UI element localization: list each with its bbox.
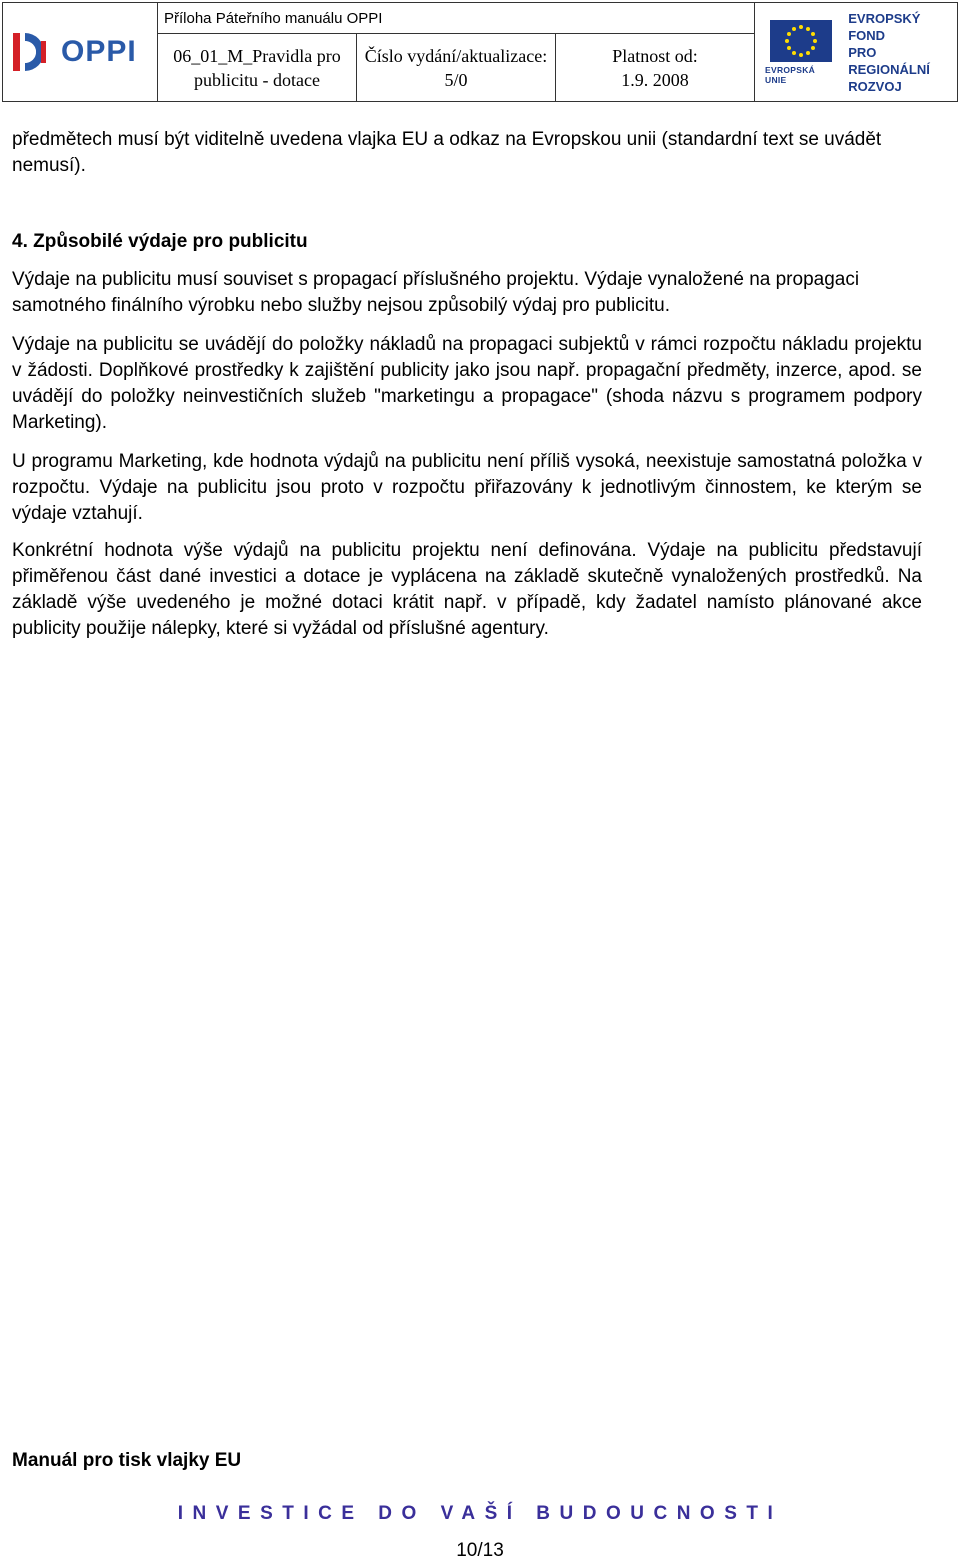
document-header xyxy=(2,2,958,102)
version-value: 5/0 xyxy=(444,69,468,90)
section-heading-4: 4. Způsobilé výdaje pro publicitu xyxy=(12,231,308,252)
version-label: Číslo vydání/aktualizace: xyxy=(364,45,548,66)
eu-logo xyxy=(755,3,957,101)
oppi-emblem-icon xyxy=(11,27,55,77)
paragraph-eligibility: Výdaje na publicitu musí souviset s propagací příslušného projektu. Výdaje vynaložené na propagaci samotného finálního výrobku nebo služby nejsou způsobilý výdaj pro publicitu. xyxy=(12,269,860,316)
eu-caption: EVROPSKÁ UNIE xyxy=(765,64,816,85)
page-number: 10/13 xyxy=(456,1540,504,1561)
paragraph-cost-value: Konkrétní hodnota výše výdajů na publicitu projektu není definována. Výdaje na publicitu představují přiměřenou část dané investici a dotace je vyplácena na základě skutečně vynaložených prostředků. Na základě výše uvedeného je možné dotaci krátit např. v případě, kdy žadatel namísto plánované akce publicity použije nálepky, které si vyžádal od příslušné agentury. xyxy=(12,540,922,639)
eu-fund-name: EVROPSKÝ FOND PRO REGIONÁLNÍ ROZVOJ xyxy=(848,10,930,94)
document-title: Příloha Páteřního manuálu OPPI xyxy=(158,3,755,34)
eu-flag-icon xyxy=(770,20,832,62)
validity-value: 1.9. 2008 xyxy=(621,69,689,90)
eu-logo-cell xyxy=(755,3,958,102)
paragraph-intro: předmětech musí být viditelně uvedena vlajka EU a odkaz na Evropskou unii (standardní text se uvádět nemusí). xyxy=(12,129,882,176)
oppi-logo xyxy=(3,3,157,101)
document-code: 06_01_M_Pravidla pro publicitu - dotace xyxy=(158,34,357,102)
oppi-logo-text: OPPI xyxy=(61,35,137,68)
oppi-logo-cell xyxy=(3,3,158,102)
version-cell xyxy=(357,34,556,102)
section-heading-flag-print: Manuál pro tisk vlajky EU xyxy=(12,1450,242,1471)
footer-motto: INVESTICE DO VAŠÍ BUDOUCNOSTI xyxy=(177,1503,783,1524)
validity-label: Platnost od: xyxy=(612,45,698,66)
validity-cell xyxy=(556,34,755,102)
paragraph-marketing-program: U programu Marketing, kde hodnota výdajů na publicitu není příliš vysoká, neexistuje samostatná položka v rozpočtu. Výdaje na publicitu jsou proto v rozpočtu přiřazovány k jednotlivým činnostem, ke kterým se výdaje vztahují. xyxy=(12,451,922,524)
paragraph-cost-items: Výdaje na publicitu se uvádějí do položky nákladů na propagaci subjektů v rámci rozpočtu nákladu projektu v žádosti. Doplňkové prostředky k zajištění publicity jako jsou např. propagační předměty, inzerce, apod. se uvádějí do položky neinvestičních služeb "marketingu a propagace" (shoda názvu s programem podpory Marketing). xyxy=(12,334,922,433)
